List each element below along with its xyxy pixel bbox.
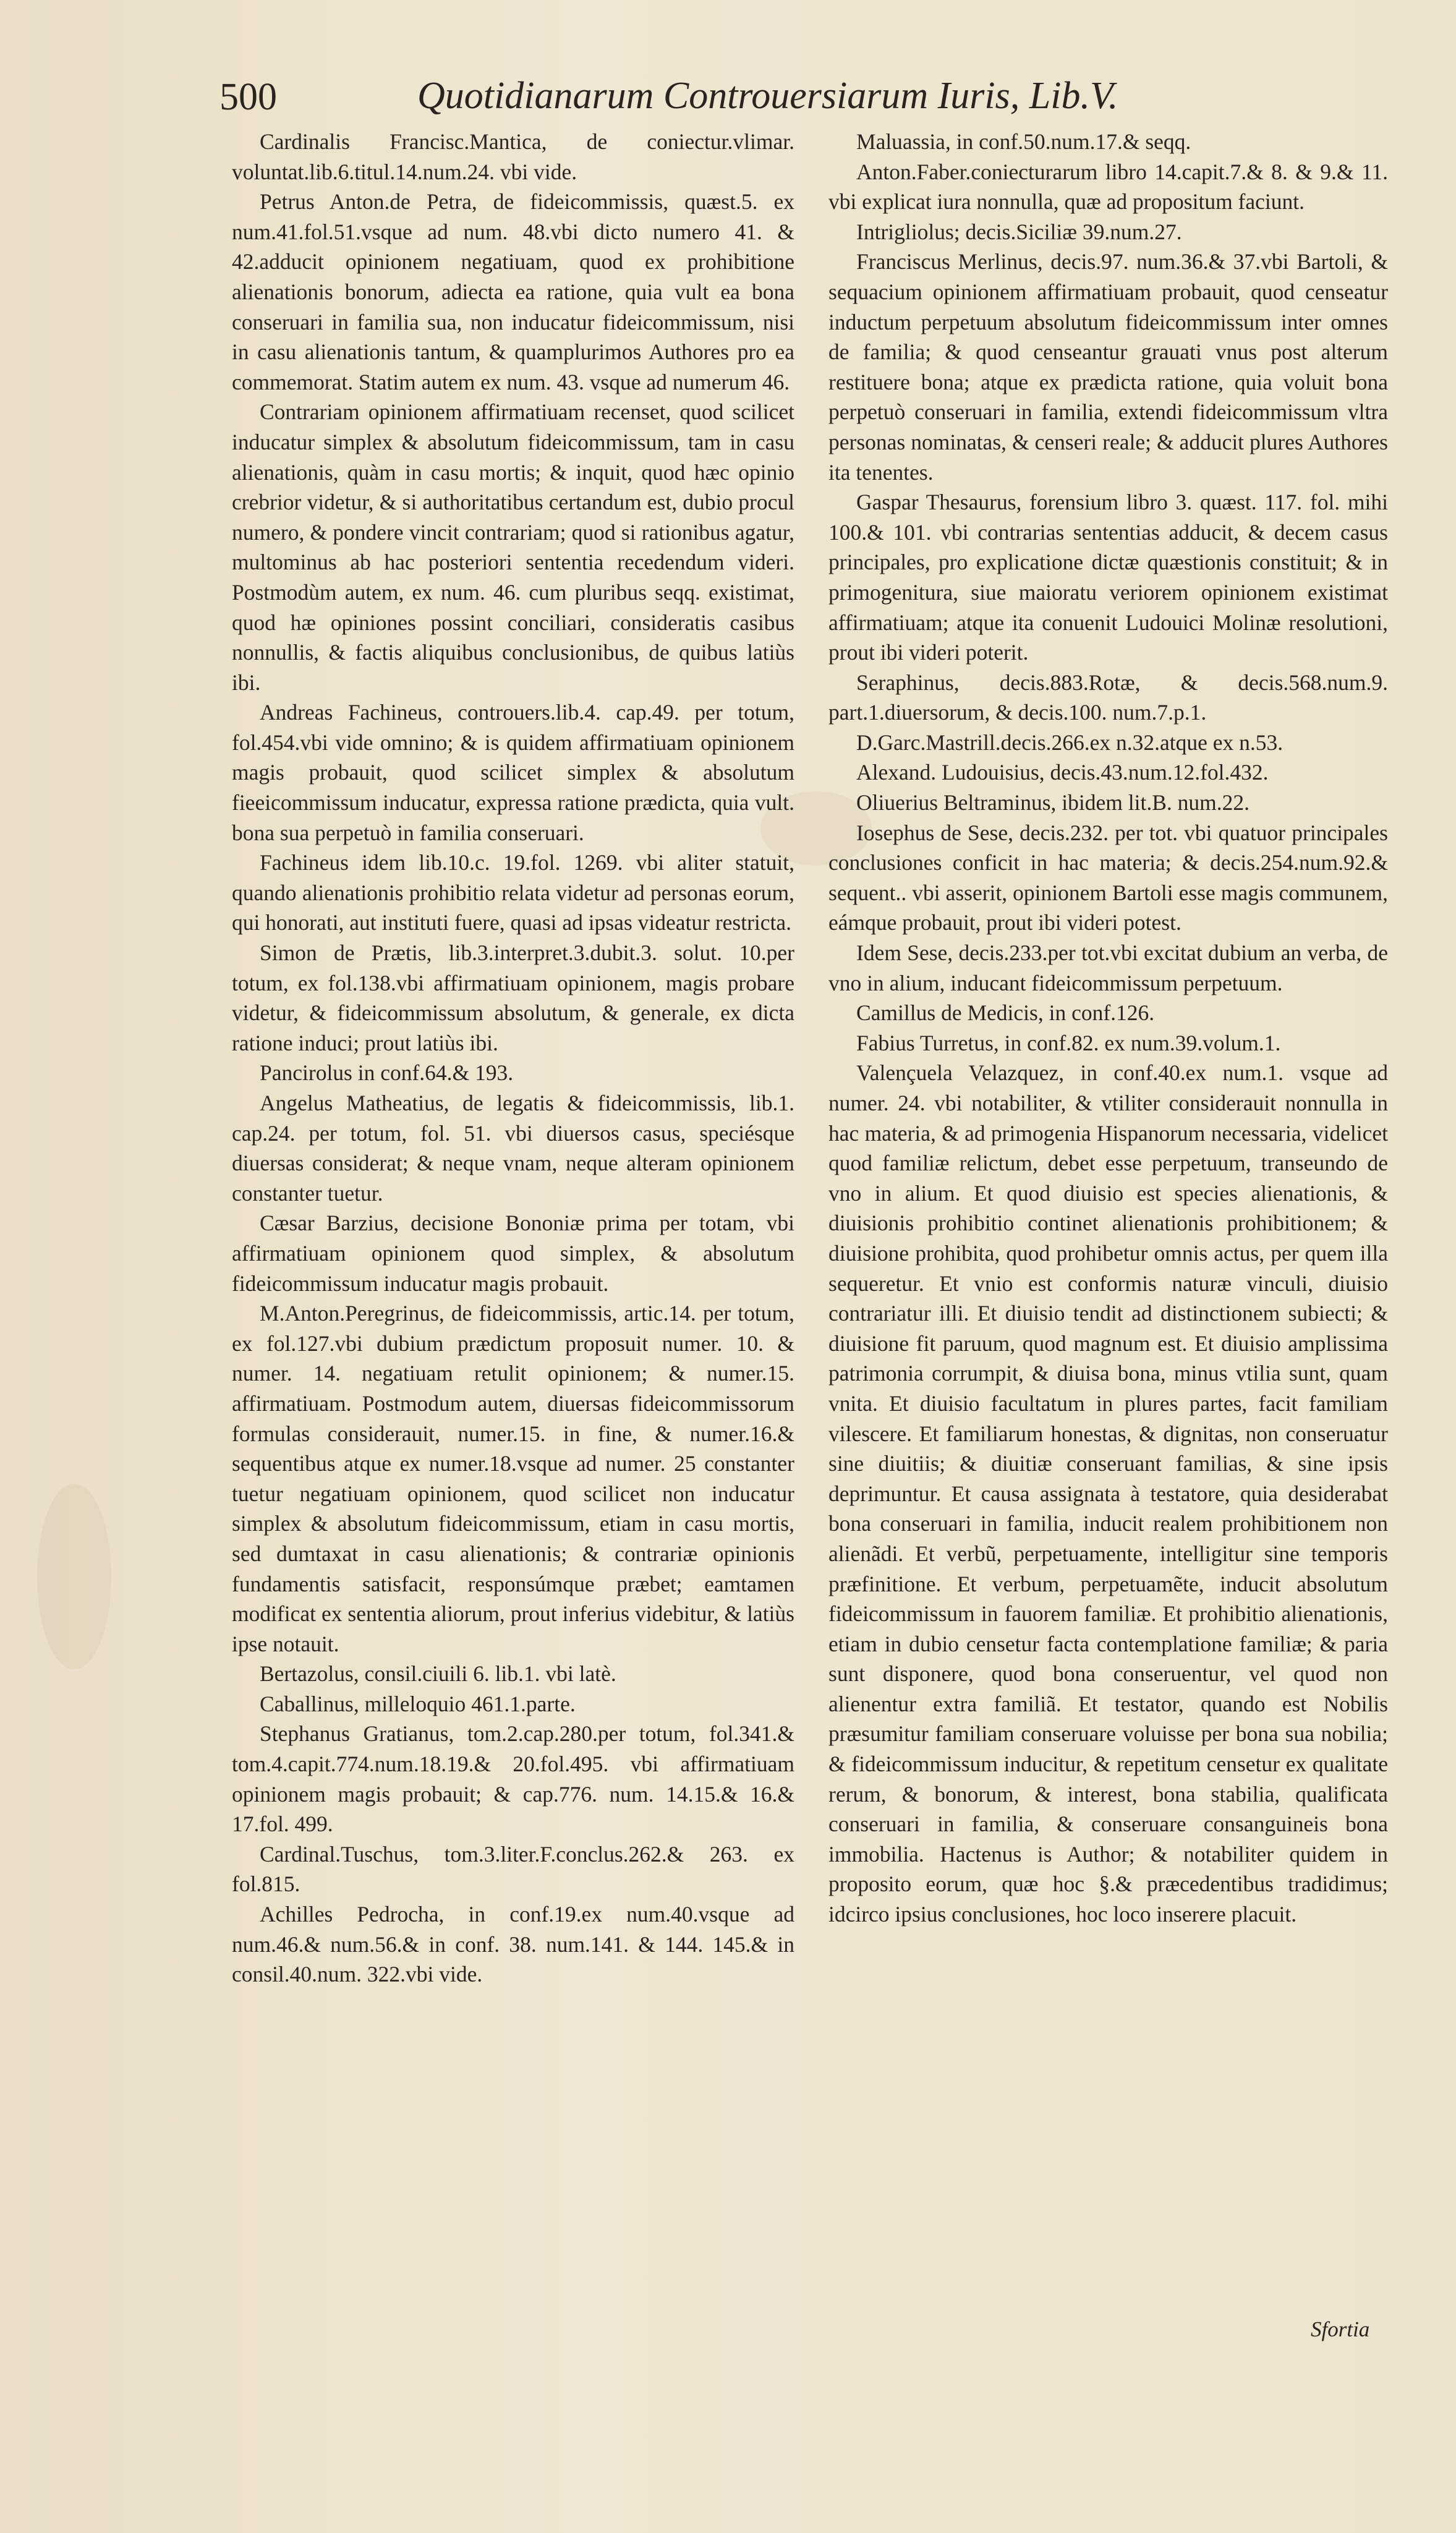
citation-paragraph: Bertazolus, consil.ciuili 6. lib.1. vbi latè. [260,1661,616,1687]
citation-paragraph: Simon de Prætis, lib.3.interpret.3.dubit.3. solut. 10.per totum, ex fol.138.vbi affirmatiuam opinionem, magis probare videtur, & fideicommissum absolutum, & generale, ex dicta ratione induci; prout latiùs ibi. [232,940,794,1055]
paper-stain [37,1484,111,1669]
citation-paragraph: Iosephus de Sese, decis.232. per tot. vbi quatuor principales conclusiones conficit in hac materia; & decis.254.num.92.& sequent.. vbi asserit, opinionem Bartoli esse magis communem, eámque probauit, prout ibi videri potest. [828,820,1388,935]
citation-paragraph: Camillus de Medicis, in conf.126. [856,1000,1155,1026]
citation-paragraph: D.Garc.Mastrill.decis.266.ex n.32.atque ex n.53. [856,730,1284,755]
citation-paragraph: Cardinalis Francisc.Mantica, de coniectur.vlimar. voluntat.lib.6.titul.14.num.24. vbi vide. [232,129,794,184]
citation-paragraph: Cardinal.Tuschus, tom.3.liter.F.conclus.262.& 263. ex fol.815. [232,1841,794,1897]
citation-paragraph: Gaspar Thesaurus, forensium libro 3. quæst. 117. fol. mihi 100.& 101. vbi contrarias sententias adducit, & decem casus principales, pro explicatione dictæ quæstionis constituit; & in primogenitura, siue maioratu veriorem opinionem existimat affirmatiuam; atque ita conuenit Ludouici Molinæ resolutioni, prout ibi videri poterit. [828,490,1388,665]
page-number: 500 [219,76,277,118]
citation-paragraph: Valençuela Velazquez, in conf.40.ex num.1. vsque ad numer. 24. vbi notabiliter, & vtiliter considerauit nonnulla in hac materia, & ad primogenia Hispanorum necessaria, videlicet quod familiæ relictum, debet esse perpetuum, transeundo de vno in alium. Et quod diuisio est species alienationis, & diuisionis prohibitio continet alienationis prohibitionem; & diuisione prohibita, quod prohibetur omnis actus, per quem illa sequeretur. Et vnio est conformis naturæ vinculi, diuisio contrariatur illi. Et diuisio tendit ad distinctionem subiecti; & diuisione fit paruum, quod magnum est. Et diuisio amplissima patrimonia corrumpit, & diuisa bona, minus vtilia sunt, quam vnita. Et diuisio facultatum in plures partes, facit familiam vilescere. Et familiarum honestas, & dignitas, non conseruatur sine diuitiis; & diuitiæ conseruant familias, & sine ipsis deprimuntur. Et causa assignata à testatore, quia desiderabat bona conseruari in familia, inducit realem prohibitionem non alienãdi. Et verbũ, perpetuamente, intelligitur sine temporis præfinitione. Et verbum, perpetuamẽte, inducit absolutum fideicommissum in fauorem familiæ. Et prohibitio alienationis, etiam in dubio censetur facta contemplatione familiæ; & paria sunt disponere, quod bona conseruentur, vel quod non alienentur extra familiã. Et testator, quando est Nobilis præsumitur familiam conseruare voluisse per bona sua nobilia; & fideicommissum inducitur, & repetitum censetur ex qualitate rerum, & bonorum, & interest, bona stabilia, qualificata conseruari in familia, & conseruare consanguineis bona immobilia. Hactenus is Author; & notabiliter quidem in proposito eorum, quæ hoc §.& præcedentibus tradidimus; idcirco ipsius conclusiones, hoc loco inserere placuit. [828,1060,1388,1927]
citation-paragraph: Maluassia, in conf.50.num.17.& seqq. [856,129,1191,154]
citation-paragraph: Fabius Turretus, in conf.82. ex num.39.volum.1. [856,1030,1281,1055]
citation-paragraph: Intrigliolus; decis.Siciliæ 39.num.27. [856,219,1182,244]
citation-paragraph: Cæsar Barzius, decisione Bononiæ prima per totam, vbi affirmatiuam opinionem quod simplex, & absolutum fideicommissum inducatur magis probauit. [232,1211,794,1296]
citation-paragraph: Fachineus idem lib.10.c. 19.fol. 1269. vbi aliter statuit, quando alienationis prohibitio relata videtur ad personas eorum, qui honorati, aut instituti fuere, quasi ad ipsas videatur restricta. [232,850,794,935]
citation-paragraph: Seraphinus, decis.883.Rotæ, & decis.568.num.9. part.1.diuersorum, & decis.100. num.7.p.1. [828,670,1388,725]
citation-paragraph: Alexand. Ludouisius, decis.43.num.12.fol.432. [856,760,1269,785]
citation-paragraph: Achilles Pedrocha, in conf.19.ex num.40.vsque ad num.46.& num.56.& in conf. 38. num.141. & 144. 145.& in consil.40.num. 322.vbi vide. [232,1902,794,1987]
citation-paragraph: Caballinus, milleloquio 461.1.parte. [260,1691,576,1716]
citation-paragraph: Angelus Matheatius, de legatis & fideicommissis, lib.1. cap.24. per totum, fol. 51. vbi diuersos casus, speciésque diuersas considerat; & neque vnam, neque alteram opinionem constanter tuetur. [232,1091,794,1206]
citation-paragraph: Petrus Anton.de Petra, de fideicommissis, quæst.5. ex num.41.fol.51.vsque ad num. 48.vbi dicto numero 41. & 42.adducit opinionem negatiuam, quod ex prohibitione alienationis bonorum, adiecta ea ratione, quia vult ea bona conseruari in familia sua, non inducatur fideicommissum, nisi in casu alienationis tantum, & quamplurimos Authores pro ea commemorat. Statim autem ex num. 43. vsque ad numerum 46. [232,189,794,394]
citation-paragraph: Franciscus Merlinus, decis.97. num.36.& 37.vbi Bartoli, & sequacium opinionem affirmatiuam probauit, quod censeatur inductum perpetuum absolutum fideicommissum inter omnes de familia; & quod censeantur grauati vnus post alterum restituere bona; atque ex prædicta ratione, quia voluit bona perpetuò conseruari in familia, extendi fideicommissum vltra personas nominatas, & censeri reale; & adducit plures Authores ita tenentes. [828,249,1388,485]
right-column [828,127,1388,1930]
citation-paragraph: Contrariam opinionem affirmatiuam recenset, quod scilicet inducatur simplex & absolutum fideicommissum, tam in casu alienationis, quàm in casu mortis; & inquit, quod hæc opinio crebrior videtur, & si authoritatibus certandum est, dubio procul numero, & pondere vincit contrariam; quod si rationibus agatur, multominus ab hac posteriori sententia recedendum videri. Postmodùm autem, ex num. 46. cum pluribus seqq. existimat, quod hæ opiniones possint conciliari, consideratis casibus nonnullis, & factis aliquibus conclusionibus, de quibus latiùs ibi. [232,399,794,695]
running-head: Quotidianarum Controuersiarum Iuris, Lib.V. [417,75,1118,117]
citation-paragraph: M.Anton.Peregrinus, de fideicommissis, artic.14. per totum, ex fol.127.vbi dubium prædictum proposuit numer. 10. & numer. 14. negatiuam retulit opinionem; & numer.15. affirmatiuam. Postmodum autem, diuersas fideicommissorum formulas considerauit, numer.15. in fine, & numer.16.& sequentibus atque ex numer.18.vsque ad numer. 25 constanter tuetur negatiuam opinionem, quod scilicet non inducatur simplex & absolutum fideicommissum, etiam in casu mortis, sed dumtaxat in casu alienationis; & contrariæ opinionis fundamentis satisfacit, responsúmque præbet; eamtamen modificat ex sententia aliorum, prout inferius videbitur, & latiùs ipse notauit. [232,1301,794,1656]
citation-paragraph: Andreas Fachineus, controuers.lib.4. cap.49. per totum, fol.454.vbi vide omnino; & is quidem affirmatiuam opinionem magis probauit, quod scilicet simplex & absolutum fieeicommissum inducatur, expressa ratione prædicta, quia vult. bona sua perpetuò in familia conseruari. [232,700,794,845]
catchword: Sfortia [1311,2317,1370,2341]
citation-paragraph: Pancirolus in conf.64.& 193. [260,1060,514,1086]
page-header [207,74,1271,130]
citation-paragraph: Idem Sese, decis.233.per tot.vbi excitat dubium an verba, de vno in alium, inducant fideicommissum perpetuum. [828,940,1388,995]
citation-paragraph: Oliuerius Beltraminus, ibidem lit.B. num.22. [856,790,1250,815]
citation-paragraph: Anton.Faber.coniecturarum libro 14.capit.7.& 8. & 9.& 11. vbi explicat iura nonnulla, quæ ad propositum faciunt. [828,159,1388,215]
citation-paragraph: Stephanus Gratianus, tom.2.cap.280.per totum, fol.341.& tom.4.capit.774.num.18.19.& 20.fol.495. vbi affirmatiuam opinionem magis probauit; & cap.776. num. 14.15.& 16.& 17.fol. 499. [232,1721,794,1837]
left-column [232,127,794,1990]
